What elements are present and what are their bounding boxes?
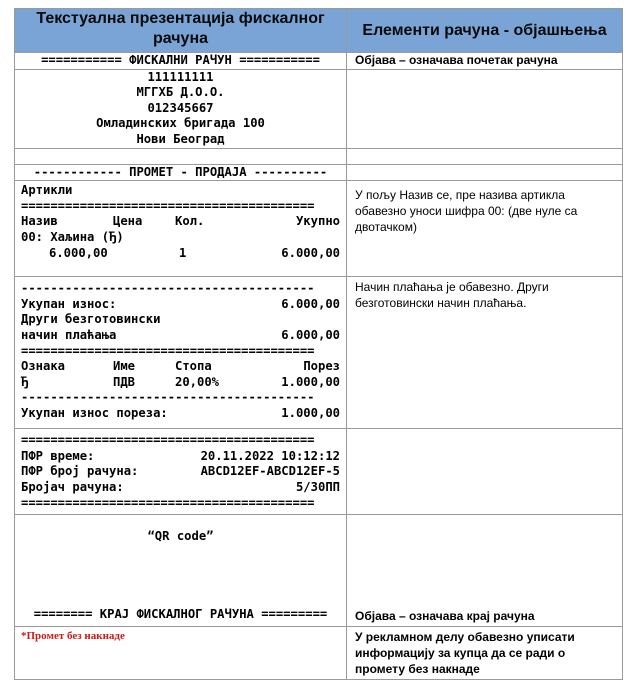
pfr-counter-value: 5/30ПП [295,479,340,494]
pfr-number-row [15,464,346,480]
empty-cell [347,429,623,515]
items-separator: ======================================== [21,198,315,213]
fiscal-title-line: =========== ФИСКАЛНИ РАЧУН =========== [41,53,320,67]
header-right: Елементи рачуна - објашњења [347,9,623,53]
pfr-counter-row [15,480,346,496]
company-info [15,70,346,148]
item-name: 00: Хаљина (Ђ) [21,229,124,244]
company-line-4: Омладинских бригада 100 [96,116,265,131]
sale-title-line: ------------ ПРОМЕТ - ПРОДАЈА ---------- [33,164,328,179]
totals-separator: ======================================== [21,343,315,358]
col-total: Укупно [295,214,340,229]
explanation-start: Објава – означава почетак рачуна [355,53,558,67]
item-price: 6.000,00 [49,245,108,260]
empty-cell [347,69,623,148]
pfr-time-value: 20.11.2022 10:12:12 [200,448,340,463]
payment-row [15,328,346,344]
payment-value: 6.000,00 [281,327,340,342]
item-values [15,246,346,262]
items-label: Артикли [21,183,73,198]
tax-total-row [15,406,346,422]
col-price: Цена [113,214,143,229]
col-name: Назив [21,214,58,229]
totals-dash-line: ---------------------------------------- [21,281,315,296]
company-line-5: Нови Београд [136,131,225,146]
tax-row [15,375,346,391]
tax-value: 1.000,00 [281,374,340,389]
item-total: 6.000,00 [281,245,340,260]
col-qty: Кол. [175,214,205,229]
tax-total-label: Укупан износ пореза: [21,405,168,420]
tax-total-value: 1.000,00 [281,405,340,420]
pfr-number-value: ABCD12EF-ABCD12EF-5 [200,464,340,479]
qr-code-placeholder: “QR code” [147,529,214,544]
header-left: Текстуална презентација фискалног рачуна [15,9,347,53]
tax-column-headers [15,359,346,375]
item-qty: 1 [179,245,187,260]
empty-cell [347,148,623,164]
empty-cell [15,148,347,164]
tax-dash-line: ---------------------------------------- [21,390,315,405]
items-column-headers [15,214,346,230]
pfr-time-row [15,449,346,465]
company-line-3: 012345667 [147,100,214,115]
company-line-1: 111111111 [147,69,214,84]
pfr-separator-bottom: ======================================== [21,495,315,510]
payment-label-2: начин плаћања [21,327,117,342]
pfr-time-label: ПФР време: [21,448,95,463]
free-supply-note: *Промет без накнаде [21,630,125,643]
receipt-table [14,8,623,680]
total-row [15,297,346,313]
explanation-end: Објава – означава крај рачуна [355,609,535,624]
explanation-ad: У рекламном делу обавезно уписати информацију за купца да се ради о промету без накнаде [355,630,575,677]
total-value: 6.000,00 [281,296,340,311]
pfr-counter-label: Бројач рачуна: [21,479,124,494]
tax-col-tax: Порез [303,359,340,374]
empty-cell [347,164,623,181]
payment-label-1: Други безготовински [21,312,161,327]
tax-label: Ђ [21,374,29,389]
tax-name: ПДВ [113,374,136,389]
company-line-2: МГГХБ Д.О.О. [136,85,225,100]
total-label: Укупан износ: [21,296,117,311]
tax-col-rate: Стопа [175,359,212,374]
tax-col-label: Ознака [21,359,66,374]
explanation-payment: Начин плаћања је обавезно. Други безготовински начин плаћања. [355,280,549,311]
pfr-number-label: ПФР број рачуна: [21,464,139,479]
fiscal-end-line: ======== КРАЈ ФИСКАЛНОГ РАЧУНА ========= [33,606,328,621]
pfr-separator-top: ======================================== [21,433,315,448]
explanation-name-field: У пољу Назив се, пре назива артикла обавезно уноси шифра 00: (две нуле са двотачком) [355,188,578,235]
tax-rate: 20,00% [175,374,220,389]
tax-col-name: Име [113,359,136,374]
